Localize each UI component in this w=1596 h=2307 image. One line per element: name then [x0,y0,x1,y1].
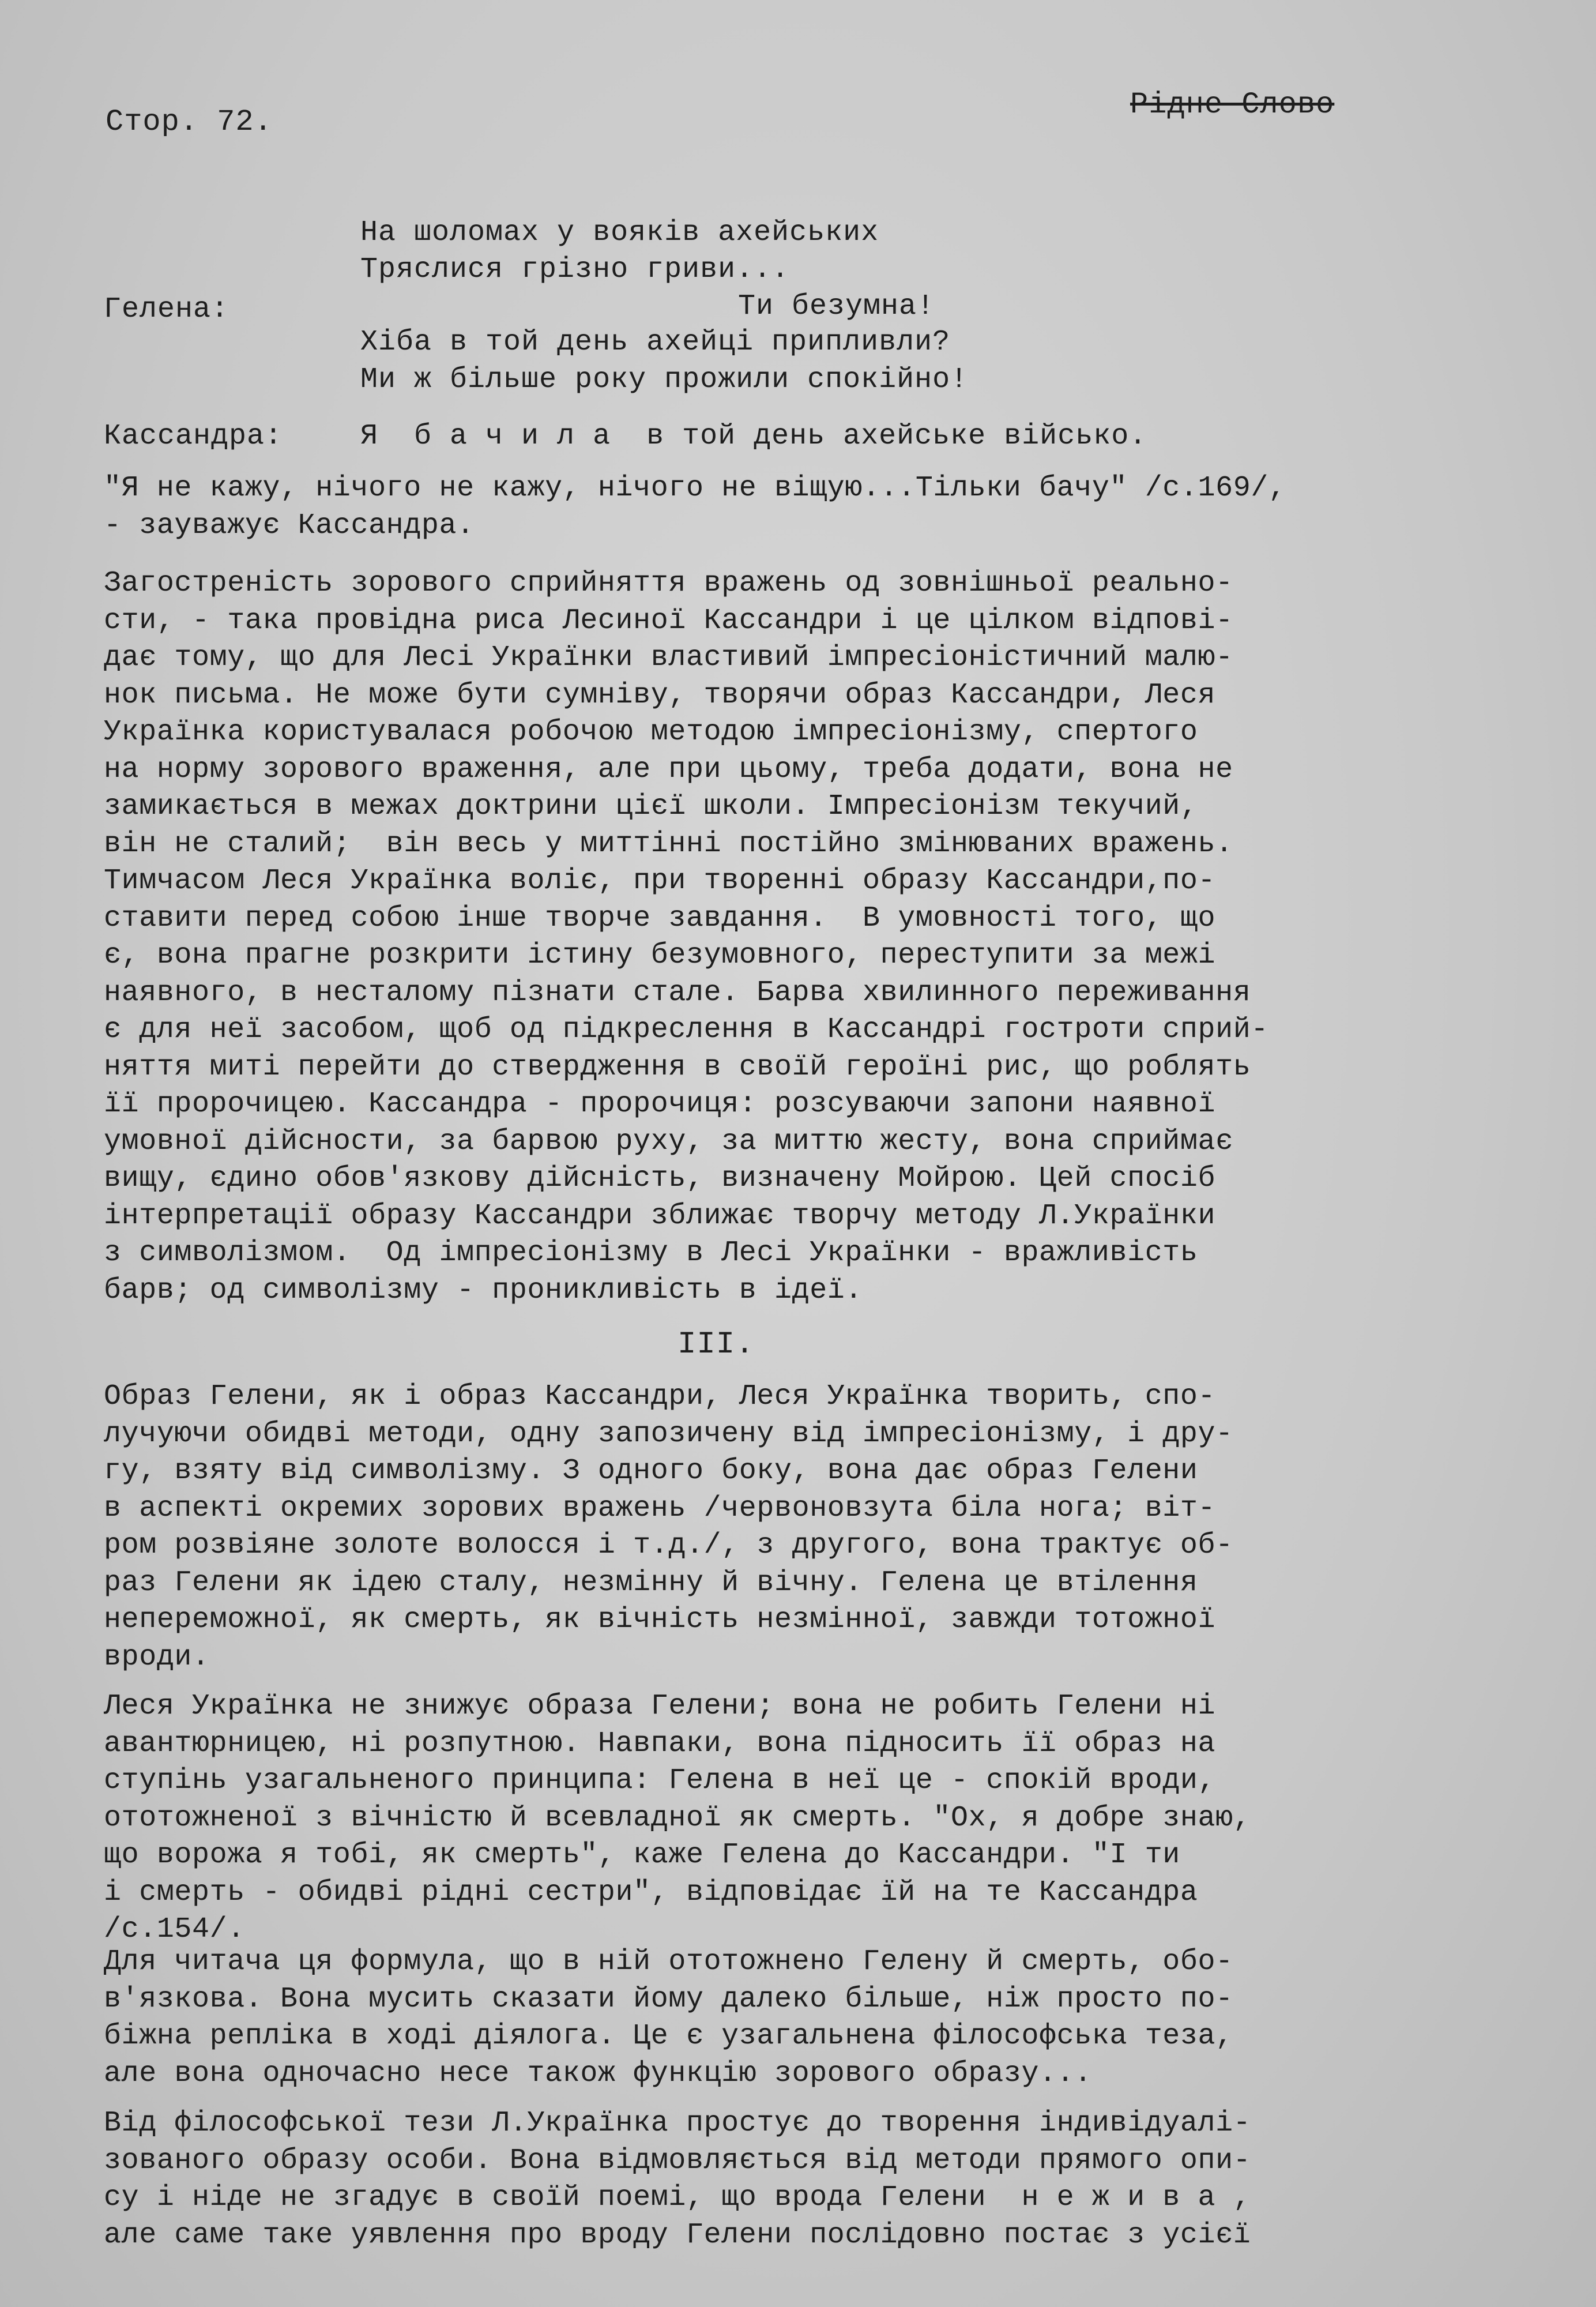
text-line: "Я не кажу, нічого не кажу, нічого не віщую...Тільки бачу" /с.169/, [104,472,1286,505]
text-line: але вона одночасно несе також функцію зорового образу... [104,2057,1092,2090]
text-line: ром розвіяне золоте волосся і т.д./, з другого, вона трактує об- [104,1529,1233,1562]
paragraph [104,1944,1534,2092]
text-line: ставити перед собою інше творче завдання. В умовності того, що [104,901,1216,935]
journal-title-text: Рідне Слово [1130,88,1335,122]
text-line: Українка користувалася робочою методою імпресіонізму, спертого [104,716,1198,749]
text-line: є, вона прагне розкрити істину безумовного, переступити за межі [104,939,1216,972]
text-line: він не сталий; він весь у миттінні постійно змінюваних вражень. [104,827,1233,861]
text-line: раз Гелени як ідею сталу, незмінну й вічну. Гелена це втілення [104,1566,1198,1599]
text-line: су і ніде не згадує в своїй поемі, що врода Гелени н е ж и в а , [104,2181,1251,2214]
text-line: що ворожа я тобі, як смерть", каже Гелена до Кассандри. "І ти [104,1839,1180,1872]
text-line: авантюрницею, ні розпутною. Навпаки, вона підносить її образ на [104,1727,1216,1760]
text-line: лучуючи обидві методи, одну запозичену від імпресіонізму, і дру- [104,1417,1233,1451]
text-line: непереможної, як смерть, як вічність незмінної, завжди тотожної [104,1603,1216,1636]
text-line: Від філософської тези Л.Українка простує до творення індивідуалі- [104,2107,1251,2140]
quote-paragraph [104,470,1534,544]
text-line: сти, - така провідна риса Лесиної Кассандри і це цілком відпові- [104,604,1233,637]
paragraph [104,1378,1534,1676]
text-line: і смерть - обидві рідні сестри", відповідає їй на те Кассандра [104,1876,1198,1909]
text-line: барв; од символізму - проникливість в ідеї. [104,1273,863,1307]
text-line: вроди. [104,1640,210,1674]
text-line: Образ Гелени, як і образ Кассандри, Леся Українка творить, спо- [104,1380,1216,1413]
text-line: замикається в межах доктрини цієї школи. Імпресіонізм текучий, [104,790,1198,823]
text-line: Тимчасом Леся Українка воліє, при творенні образу Кассандри,по- [104,865,1216,897]
text-line: няття миті перейти до ствердження в своїй героїні рис, що роблять [104,1050,1251,1084]
text-line: наявного, в несталому пізнати стале. Барва хвилинного переживання [104,976,1251,1009]
text-line: /с.154/. [104,1913,245,1946]
verse-line: Я б а ч и л а в той день ахейське військо. [360,420,1147,453]
section-heading: III. [677,1327,755,1362]
text-line: в'язкова. Вона мусить сказати йому далеко більше, ніж просто по- [104,1982,1233,2016]
text-line: є для неї засобом, щоб од підкреслення в Кассандрі гостроти сприй- [104,1013,1268,1046]
paragraph [104,1688,1534,1949]
verse-line: На шоломах у вояків ахейських [360,216,879,249]
text-line: на норму зорового враження, але при цьому, треба додати, вона не [104,753,1233,786]
text-line: дає тому, що для Лесі Українки властивий імпресіоністичний малю- [104,641,1233,674]
text-line: умовної дійсности, за барвою руху, за миттю жесту, вона сприймає [104,1125,1233,1158]
verse-line: Ми ж більше року прожили спокійно! [360,363,969,396]
text-line: Загостреність зорового сприйняття вражень од зовнішньої реально- [104,567,1233,600]
text-line: з символізмом. Од імпресіонізму в Лесі Українки - вражливість [104,1237,1198,1269]
text-line: Для читача ця формула, що в ній ототожнено Гелену й смерть, обо- [104,1945,1233,1978]
text-line: вищу, єдино обов'язкову дійсність, визначену Мойрою. Цей спосіб [104,1162,1216,1195]
text-line: біжна репліка в ході діялога. Це є узагальнена філософська теза, [104,2020,1233,2053]
verse-line: Хіба в той день ахейці припливли? [360,326,951,359]
speaker-helena: Гелена: [104,293,229,326]
text-line: ототожненої з вічністю й всевладної як смерть. "Ох, я добре знаю, [104,1801,1251,1835]
text-line: зованого образу особи. Вона відмовляється від методи прямого опи- [104,2144,1251,2177]
page-number: Стор. 72. [106,105,273,139]
text-line: ступінь узагальненого принципа: Гелена в неї це - спокій вроди, [104,1764,1216,1797]
verse-line: Тряслися грізно гриви... [360,253,790,286]
journal-title [1130,87,1334,123]
text-line: Леся Українка не знижує образа Гелени; вона не робить Гелени ні [104,1690,1216,1723]
text-line: гу, взяту від символізму. З одного боку, вона дає образ Гелени [104,1455,1198,1487]
text-line: але саме таке уявлення про вроду Гелени послідовно постає з усієї [104,2218,1251,2252]
speaker-kassandra: Кассандра: [104,420,283,453]
text-line: в аспекті окремих зорових вражень /червоновзута біла нога; віт- [104,1491,1216,1525]
text-line: її пророчицею. Кассандра - пророчиця: розсуваючи запони наявної [104,1088,1216,1121]
text-line: інтерпретації образу Кассандри зближає творчу методу Л.Українки [104,1199,1216,1233]
paragraph [104,2105,1534,2254]
text-line: нок письма. Не може бути сумніву, творячи образ Кассандри, Леся [104,678,1216,712]
verse-line: Ти безумна! [738,290,935,323]
text-line: - зауважує Кассандра. [104,509,475,542]
paragraph [104,565,1534,1309]
